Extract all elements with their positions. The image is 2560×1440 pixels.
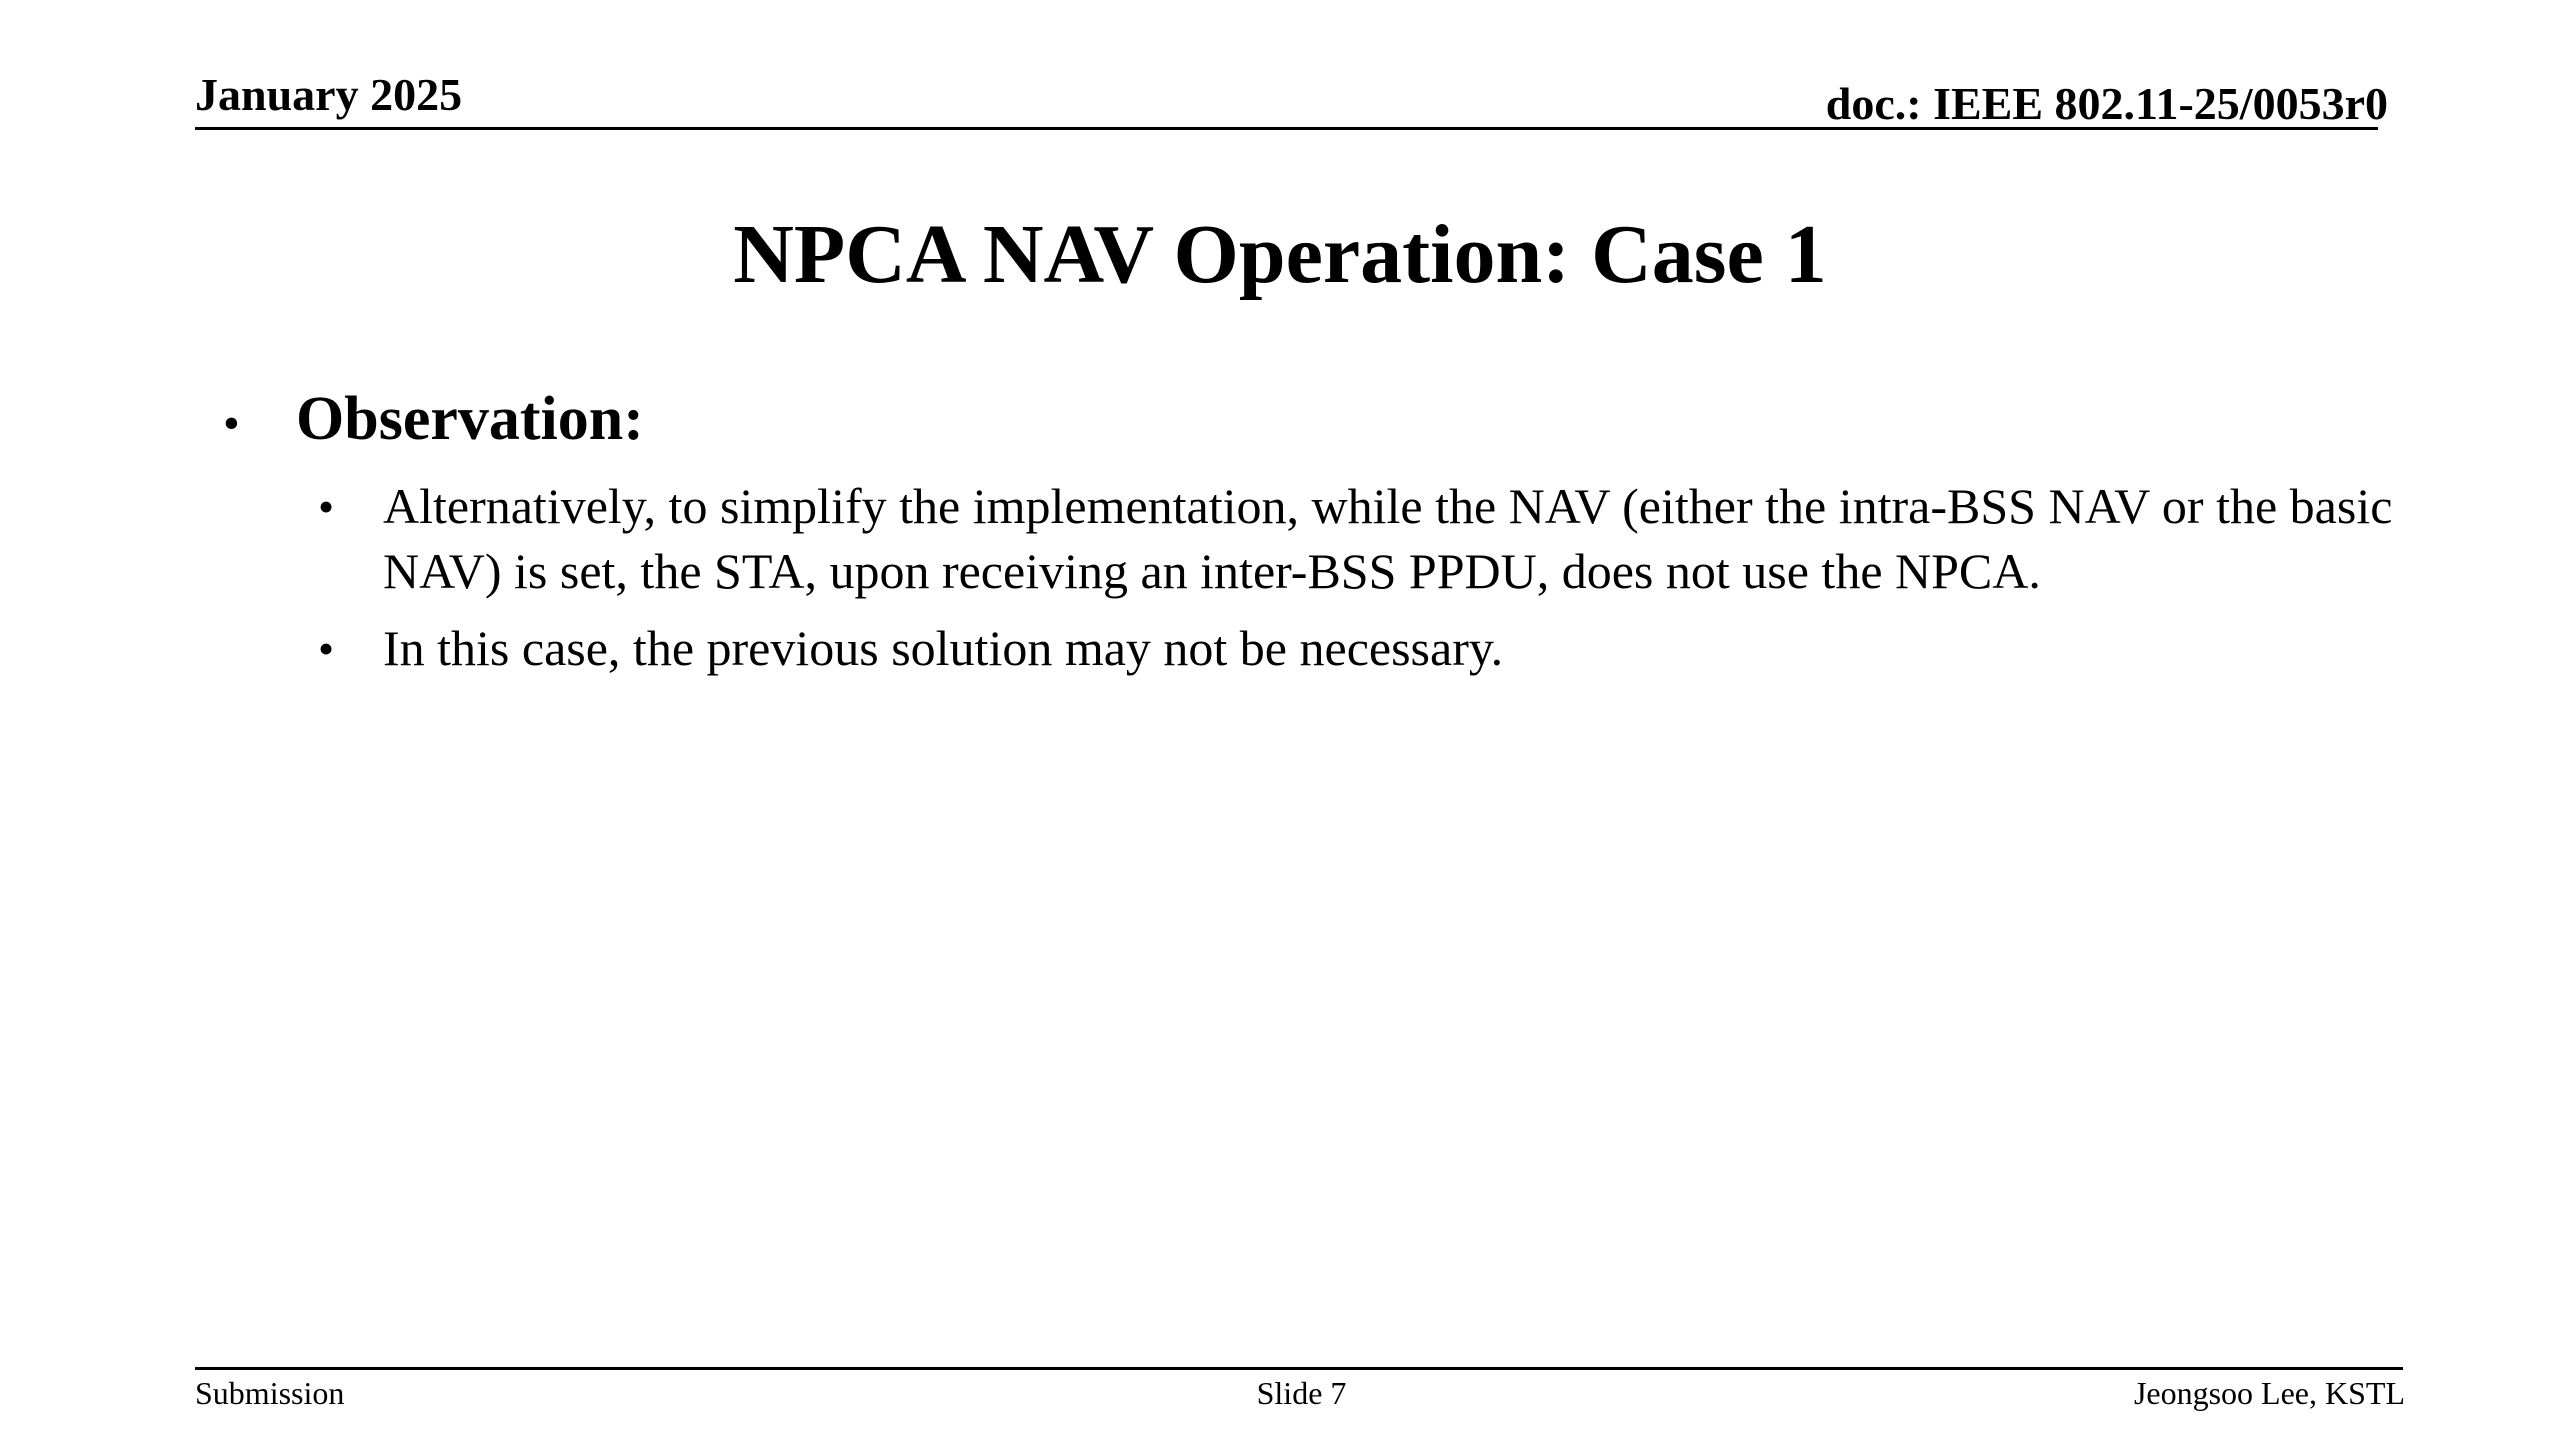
sub-bullet-marker: • xyxy=(318,623,335,674)
footer-divider xyxy=(195,1367,2403,1370)
sub-bullet-text: Alternatively, to simplify the implementation, while the NAV (either the intra-BSS NAV or the basic NAV) is set, the STA, upon receiving an inter-BSS PPDU, does not use the NPCA. xyxy=(383,478,2393,599)
header-date: January 2025 xyxy=(195,69,463,120)
footer-slide-number: Slide 7 xyxy=(1256,1375,1347,1411)
sub-bullet-item xyxy=(318,616,2418,681)
observation-heading: Observation: xyxy=(296,385,644,453)
sub-bullet-marker: • xyxy=(318,481,335,532)
bullet-observation xyxy=(223,385,644,453)
sub-bullet-item xyxy=(318,474,2418,604)
observation-sublist xyxy=(318,474,2418,693)
footer-author: Jeongsoo Lee, KSTL xyxy=(2133,1375,2405,1411)
sub-bullet-text: In this case, the previous solution may not be necessary. xyxy=(383,620,1504,676)
footer-submission: Submission xyxy=(195,1375,345,1411)
bullet-marker: • xyxy=(223,397,240,450)
slide-title: NPCA NAV Operation: Case 1 xyxy=(733,208,1827,301)
header-doc-id: doc.: IEEE 802.11-25/0053r0 xyxy=(1825,78,2388,129)
header-divider xyxy=(195,127,2378,130)
